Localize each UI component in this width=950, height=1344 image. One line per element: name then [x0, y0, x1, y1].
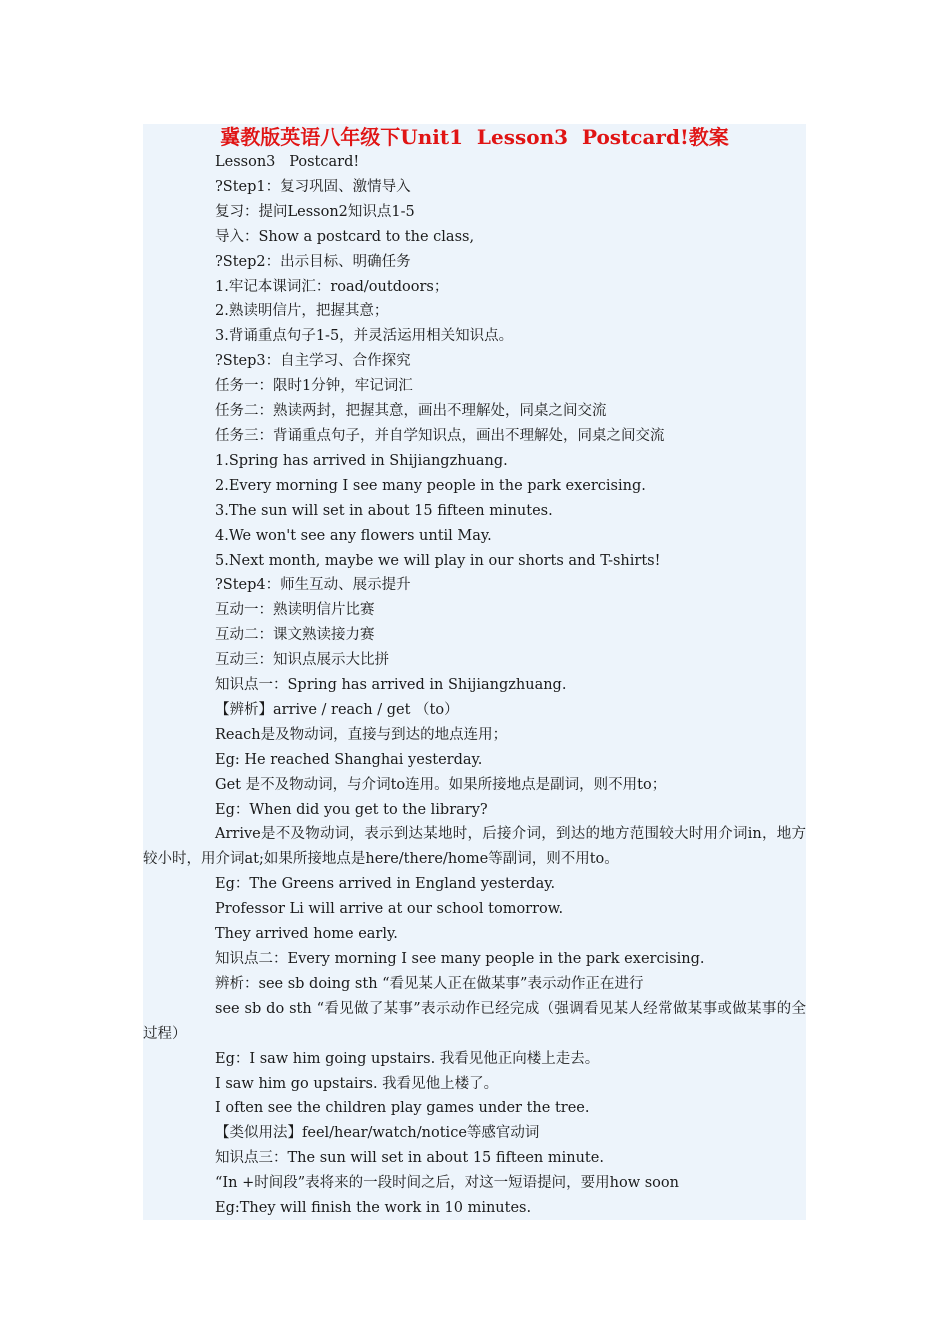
text-line: Lesson3 Postcard! — [215, 154, 360, 170]
text-line: 【辨析】arrive / reach / get （to） — [215, 701, 459, 718]
knowledge-point: 知识点三：The sun will set in about 15 fifteen minute. — [215, 1150, 604, 1167]
example-line: Eg:They will finish the work in 10 minutes. — [215, 1200, 532, 1217]
text-line: 【类似用法】feel/hear/watch/notice等感官动词 — [215, 1125, 540, 1142]
text-line: 任务三：背诵重点句子，并自学知识点，画出不理解处，同桌之间交流 — [215, 427, 665, 444]
text-line: 导入：Show a postcard to the class, — [215, 228, 475, 245]
text-line: “In +时间段”表将来的一段时间之后，对这一短语提问，要用how soon — [215, 1175, 679, 1192]
example-line: Professor Li will arrive at our school tomorrow. — [215, 901, 564, 918]
text-line: Reach是及物动词，直接与到达的地点连用； — [215, 726, 508, 743]
example-line: Eg：The Greens arrived in England yesterday. — [215, 876, 556, 893]
text-line: 复习：提问Lesson2知识点1-5 — [215, 203, 415, 220]
key-sentence: 1.Spring has arrived in Shijiangzhuang. — [215, 452, 508, 469]
step-heading: ?Step3：自主学习、合作探究 — [215, 353, 411, 370]
text-line: 辨析：see sb doing sth “看见某人正在做某事”表示动作正在进行 — [215, 975, 644, 992]
example-line: I often see the children play games under the tree. — [215, 1100, 590, 1117]
key-sentence: 4.We won't see any flowers until May. — [215, 527, 492, 544]
example-line: Eg: He reached Shanghai yesterday. — [215, 751, 483, 768]
text-line: 任务一：限时1分钟，牢记词汇 — [215, 378, 413, 395]
text-paragraph: see sb do sth “看见做了某事”表示动作已经完成（强调看见某人经常做某事或做某事的全过程） — [143, 1000, 806, 1042]
example-line: I saw him go upstairs. 我看见他上楼了。 — [215, 1075, 499, 1092]
text-paragraph: Arrive是不及物动词，表示到达某地时，后接介词，到达的地方范围较大时用介词in，地方较小时，用介词at;如果所接地点是here/there/home等副词，则不用to。 — [143, 826, 806, 868]
key-sentence: 2.Every morning I see many people in the park exercising. — [215, 477, 646, 494]
example-line: Eg：I saw him going upstairs. 我看见他正向楼上走去。 — [215, 1050, 600, 1067]
key-sentence: 3.The sun will set in about 15 fifteen minutes. — [215, 502, 553, 519]
text-line: 互动一：熟读明信片比赛 — [215, 602, 375, 619]
text-line: 3.背诵重点句子1-5，并灵活运用相关知识点。 — [215, 328, 514, 345]
document-page — [143, 124, 806, 1220]
text-line: 任务二：熟读两封，把握其意，画出不理解处，同桌之间交流 — [215, 403, 607, 420]
knowledge-point: 知识点二：Every morning I see many people in the park exercising. — [215, 951, 705, 967]
text-line: Get 是不及物动词，与介词to连用。如果所接地点是副词，则不用to； — [215, 776, 667, 793]
step-heading: ?Step4：师生互动、展示提升 — [215, 577, 411, 594]
step-heading: ?Step2：出示目标、明确任务 — [215, 253, 411, 270]
text-line: 互动三：知识点展示大比拼 — [215, 652, 389, 669]
text-line: 1.牢记本课词汇：road/outdoors； — [215, 278, 449, 295]
example-line: They arrived home early. — [215, 926, 398, 943]
document-body — [143, 150, 806, 1221]
text-line: 互动二：课文熟读接力赛 — [215, 627, 375, 644]
example-line: Eg：When did you get to the library? — [215, 801, 488, 818]
knowledge-point: 知识点一：Spring has arrived in Shijiangzhuang. — [215, 677, 567, 694]
text-line: 2.熟读明信片，把握其意； — [215, 303, 389, 320]
key-sentence: 5.Next month, maybe we will play in our shorts and T-shirts! — [215, 552, 661, 569]
step-heading: ?Step1：复习巩固、激情导入 — [215, 178, 411, 195]
document-title: 冀教版英语八年级下Unit1 Lesson3 Postcard!教案 — [220, 125, 729, 149]
